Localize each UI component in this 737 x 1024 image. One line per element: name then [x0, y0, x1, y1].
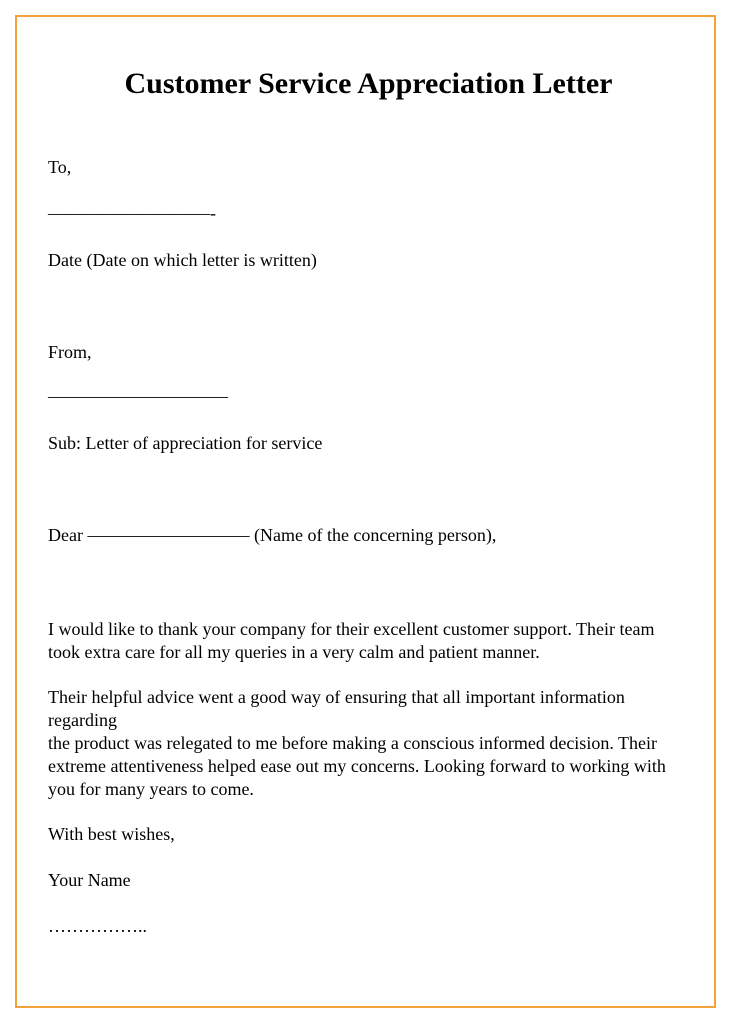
paragraph-line: took extra care for all my queries in a very calm and patient manner. [48, 642, 540, 662]
date-line: Date (Date on which letter is written) [48, 250, 317, 270]
paragraph-line: regarding [48, 710, 117, 730]
from-blank-line: —————————— [48, 386, 228, 406]
body-paragraph-2 [48, 686, 708, 801]
signature-dots: …………….. [48, 916, 147, 936]
to-blank-line: —————————- [48, 203, 216, 223]
paragraph-line: I would like to thank your company for their excellent customer support. Their team [48, 619, 655, 639]
to-label: To, [48, 157, 72, 177]
paragraph-line: extreme attentiveness helped ease out my concerns. Looking forward to working with [48, 756, 666, 776]
closing: With best wishes, [48, 824, 175, 844]
body-paragraph-1 [48, 618, 708, 664]
from-label: From, [48, 342, 92, 362]
paragraph-line: the product was relegated to me before making a conscious informed decision. Their [48, 733, 657, 753]
subject-line: Sub: Letter of appreciation for service [48, 433, 323, 453]
salutation: Dear ————————— (Name of the concerning person), [48, 525, 497, 545]
signature-name: Your Name [48, 870, 131, 890]
paragraph-line: Their helpful advice went a good way of ensuring that all important information [48, 687, 625, 707]
letter-title: Customer Service Appreciation Letter [124, 67, 613, 100]
page-border [15, 15, 716, 1008]
paragraph-line: you for many years to come. [48, 779, 254, 799]
